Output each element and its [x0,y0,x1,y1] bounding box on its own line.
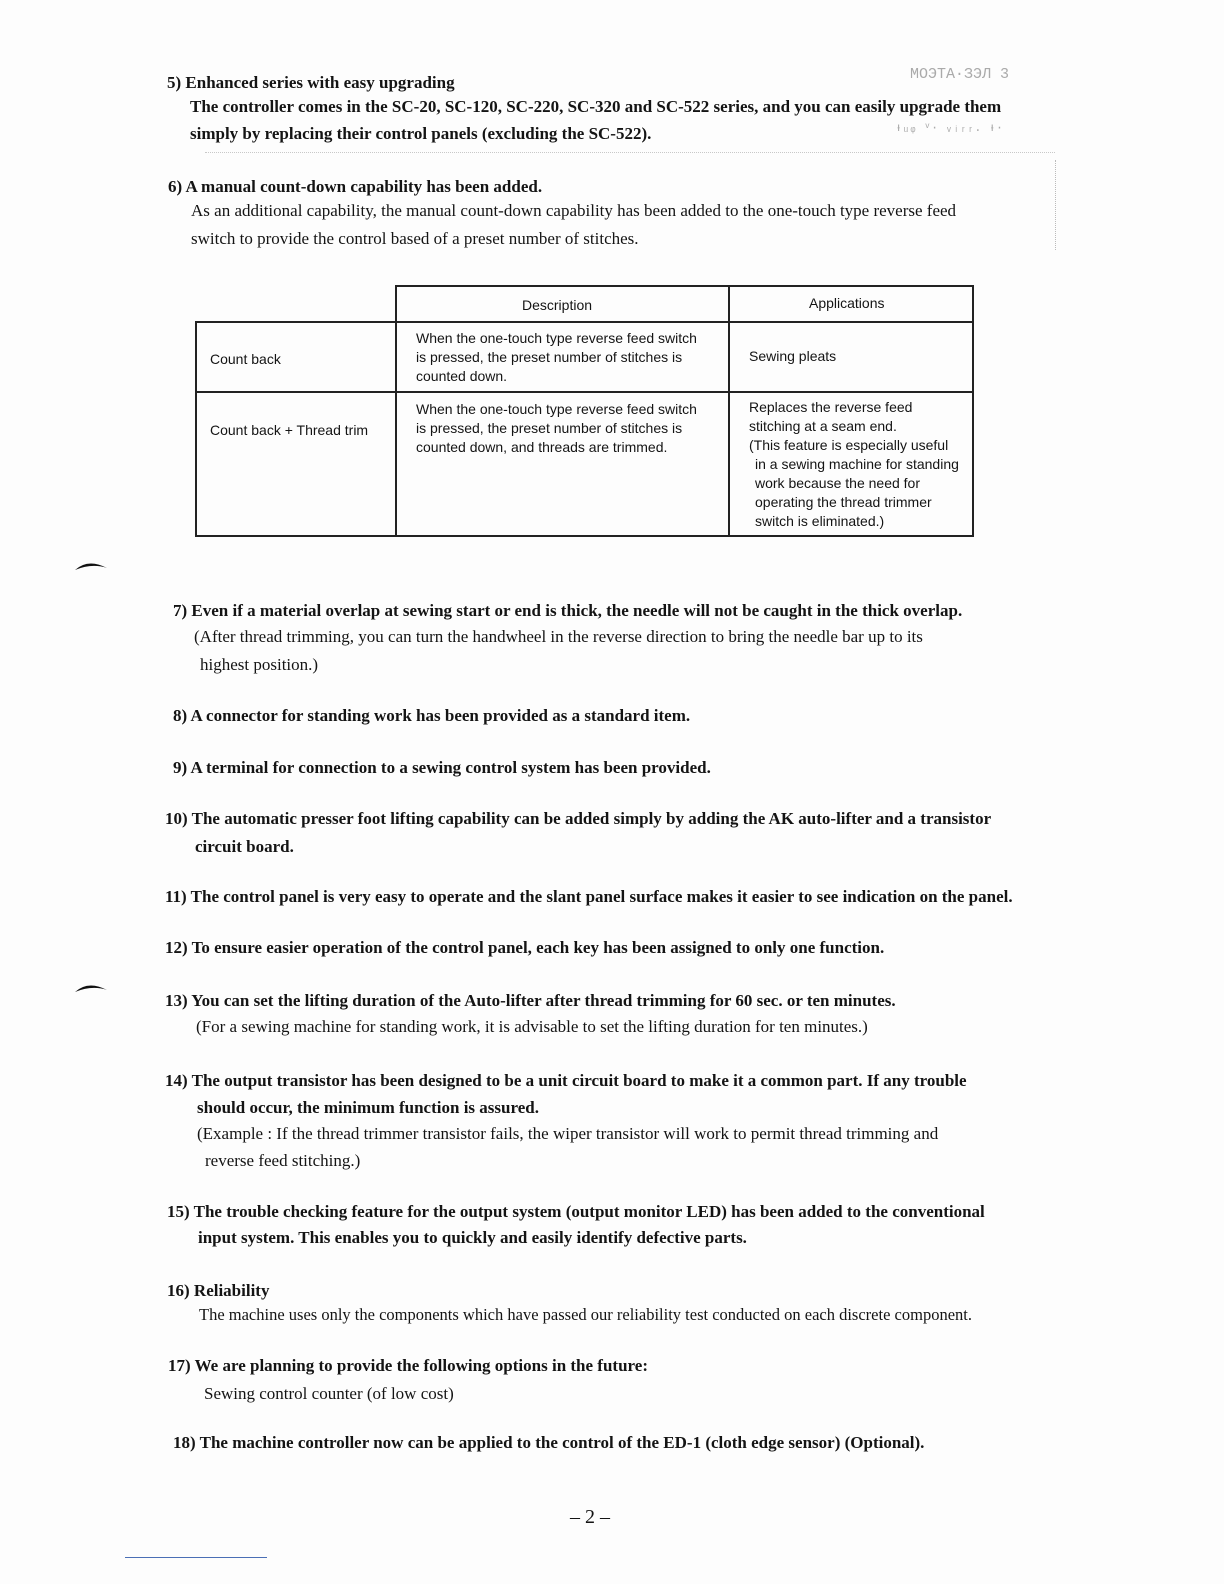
table-row-2-app-3: (This feature is especially useful [749,437,949,453]
item-7-text-1: (After thread trimming, you can turn the handwheel in the reverse direction to bring the needle bar up to its [194,627,923,646]
page-number: – 2 – [570,1506,610,1528]
item-13-text-1: (For a sewing machine for standing work, it is advisable to set the lifting duration for ten minutes.) [196,1017,868,1036]
table-row-2-app-7: switch is eliminated.) [755,513,885,529]
table-row-2-app-5: work because the need for [755,475,920,491]
item-6-heading: 6) A manual count-down capability has been added. [168,177,543,196]
item-14-text-2: (Example : If the thread trimmer transistor fails, the wiper transistor will work to permit thread trimming and [197,1124,939,1143]
table-row-2-app-4: in a sewing machine for standing [755,456,959,472]
item-16-heading: 16) Reliability [167,1281,270,1300]
item-7-heading: 7) Even if a material overlap at sewing start or end is thick, the needle will not be caught in the thick overlap. [173,601,963,620]
table-header-description: Description [522,297,593,313]
table-row-1-desc-2: is pressed, the preset number of stitches is [416,349,683,365]
binder-hole-icon [74,558,108,572]
scan-mark-sub-right: ᵻᵤᵩ ᵛ· ᵥᵢᵣᵣ. ᵼ· [895,121,1004,135]
item-17-text-1: Sewing control counter (of low cost) [204,1384,454,1403]
item-6-text-1: As an additional capability, the manual count-down capability has been added to the one-touch type reverse feed [191,201,957,220]
table-row-1-name: Count back [210,351,281,367]
table-row-2-app-2: stitching at a seam end. [749,418,897,434]
item-16-text-1: The machine uses only the components which have passed our reliability test conducted on each discrete component. [199,1305,972,1324]
table-row-1-app-1: Sewing pleats [749,348,837,364]
table-row-2-name: Count back + Thread trim [210,422,369,438]
scan-margin-mark [1055,160,1056,250]
table-row-1-desc-1: When the one-touch type reverse feed switch [416,330,697,346]
item-5-text-1: The controller comes in the SC-20, SC-120, SC-220, SC-320 and SC-522 series, and you can easily upgrade them [190,97,1002,116]
item-10-text-1: circuit board. [195,837,294,856]
table-row-2-desc-1: When the one-touch type reverse feed switch [416,401,697,417]
item-17-heading: 17) We are planning to provide the following options in the future: [168,1356,648,1375]
table-row-1-desc-3: counted down. [416,368,508,384]
binder-hole-icon [74,980,108,994]
scan-rule [205,152,1055,153]
item-15-heading: 15) The trouble checking feature for the output system (output monitor LED) has been added to the conventional [167,1202,985,1221]
table-row-2-app-6: operating the thread trimmer [755,494,932,510]
item-5-heading: 5) Enhanced series with easy upgrading [167,73,455,92]
table-row-2-desc-2: is pressed, the preset number of stitches is [416,420,683,436]
table-header-applications: Applications [809,295,885,311]
scan-mark-top-right: МОЭТА∙ЗЭЛ 3 [910,66,1010,83]
item-5-text-2: simply by replacing their control panels (excluding the SC-522). [190,124,652,143]
item-13-heading: 13) You can set the lifting duration of the Auto-lifter after thread trimming for 60 sec. or ten minutes. [165,991,896,1010]
table-row-2-desc-3: counted down, and threads are trimmed. [416,439,668,455]
item-10-heading: 10) The automatic presser foot lifting capability can be added simply by adding the AK auto-lifter and a transistor [165,809,992,828]
footer-rule [125,1557,267,1558]
item-7-text-2: highest position.) [200,655,319,674]
table-row-2-app-1: Replaces the reverse feed [749,399,913,415]
item-11-heading: 11) The control panel is very easy to operate and the slant panel surface makes it easier to see indication on the panel. [165,887,1013,906]
item-14-heading: 14) The output transistor has been designed to be a unit circuit board to make it a common part. If any trouble [165,1071,967,1090]
item-18-heading: 18) The machine controller now can be applied to the control of the ED-1 (cloth edge sensor) (Optional). [173,1433,925,1452]
item-6-text-2: switch to provide the control based of a preset number of stitches. [191,229,639,248]
item-14-text-1: should occur, the minimum function is assured. [197,1098,539,1117]
item-12-heading: 12) To ensure easier operation of the control panel, each key has been assigned to only one function. [165,938,885,957]
item-8-heading: 8) A connector for standing work has been provided as a standard item. [173,706,691,725]
item-14-text-3: reverse feed stitching.) [205,1151,361,1170]
item-9-heading: 9) A terminal for connection to a sewing control system has been provided. [173,758,711,777]
item-15-text-1: input system. This enables you to quickly and easily identify defective parts. [198,1228,747,1247]
